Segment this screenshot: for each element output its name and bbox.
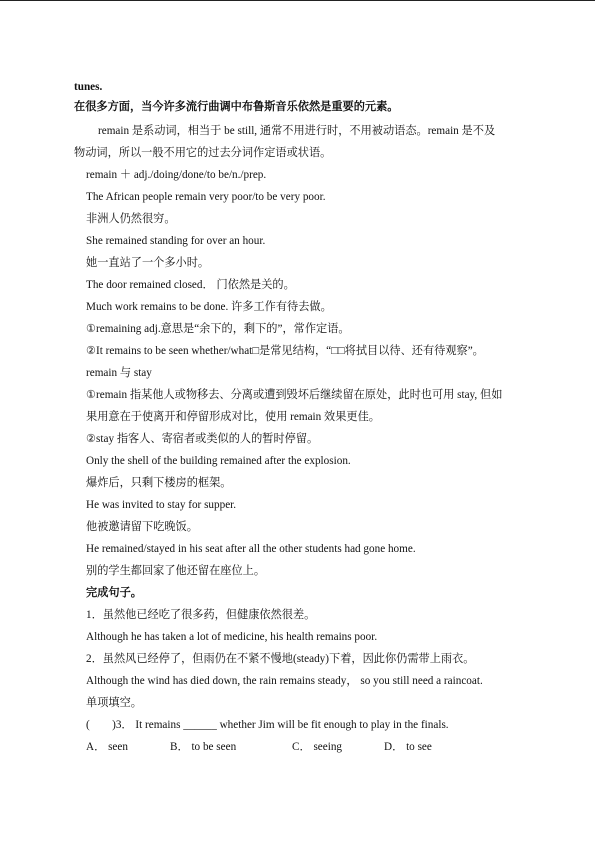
option-d: D． to see	[384, 741, 432, 753]
line-example-7-zh: 别的学生都回家了他还留在座位上。	[86, 565, 266, 577]
line-example-2-zh: 她一直站了一个多小时。	[86, 257, 210, 269]
line-pattern: remain ＋ adj./doing/done/to be/n./prep.	[86, 169, 267, 181]
line-compare-2: ②stay 指客人、寄宿者或类似的人的暂时停留。	[86, 433, 319, 445]
exercise-1-prompt: 1．虽然他已经吃了很多药，但健康依然很差。	[86, 609, 316, 621]
option-c: C． seeing	[292, 741, 343, 753]
line-example-5-zh: 爆炸后，只剩下楼房的框架。	[86, 477, 232, 489]
exercise-2-prompt: 2．虽然风已经停了，但雨仍在不紧不慢地(steady)下着，因此你仍需带上雨衣。	[86, 653, 475, 665]
section-single-choice: 单项填空。	[86, 697, 142, 709]
line-translation: 在很多方面，当今许多流行曲调中布鲁斯音乐依然是重要的元素。	[74, 101, 399, 113]
line-example-1: The African people remain very poor/to be very poor.	[86, 191, 326, 203]
line-remain-def-1: remain 是系动词，相当于 be still, 通常不用进行时，不用被动语态。remain 是不及	[98, 125, 496, 137]
line-example-2: She remained standing for over an hour.	[86, 235, 266, 247]
line-tunes: tunes.	[74, 81, 103, 93]
section-complete-sentences: 完成句子。	[86, 587, 142, 599]
question-3-stem: ( )3． It remains ______ whether Jim will be fit enough to play in the finals.	[86, 719, 449, 731]
question-3-options	[86, 740, 526, 754]
line-remain-vs-stay: remain 与 stay	[86, 367, 152, 379]
line-note-2: ②It remains to be seen whether/what□是常见结构，“□□将拭目以待、还有待观察”。	[86, 345, 484, 357]
line-example-7: He remained/stayed in his seat after all the other students had gone home.	[86, 543, 416, 555]
line-example-1-zh: 非洲人仍然很穷。	[86, 213, 176, 225]
exercise-2-answer: Although the wind has died down, the rain remains steady， so you still need a raincoat.	[86, 675, 483, 687]
line-example-6-zh: 他被邀请留下吃晚饭。	[86, 521, 198, 533]
line-remain-def-2: 物动词，所以一般不用它的过去分词作定语或状语。	[74, 147, 332, 159]
exercise-1-answer: Although he has taken a lot of medicine, his health remains poor.	[86, 631, 378, 643]
line-compare-1b: 果用意在于使离开和停留形成对比，使用 remain 效果更佳。	[86, 411, 380, 423]
line-note-1: ①remaining adj.意思是“余下的，剩下的”，常作定语。	[86, 323, 350, 335]
option-b: B． to be seen	[170, 741, 237, 753]
line-example-6: He was invited to stay for supper.	[86, 499, 237, 511]
option-a: A． seen	[86, 741, 128, 753]
line-example-4: Much work remains to be done. 许多工作有待去做。	[86, 301, 332, 313]
line-example-3: The door remained closed． 门依然是关的。	[86, 279, 295, 291]
line-compare-1a: ①remain 指某他人或物移去、分离或遭到毁坏后继续留在原处，此时也可用 stay, 但如	[86, 389, 503, 401]
top-rule	[0, 0, 595, 1]
line-example-5: Only the shell of the building remained after the explosion.	[86, 455, 351, 467]
